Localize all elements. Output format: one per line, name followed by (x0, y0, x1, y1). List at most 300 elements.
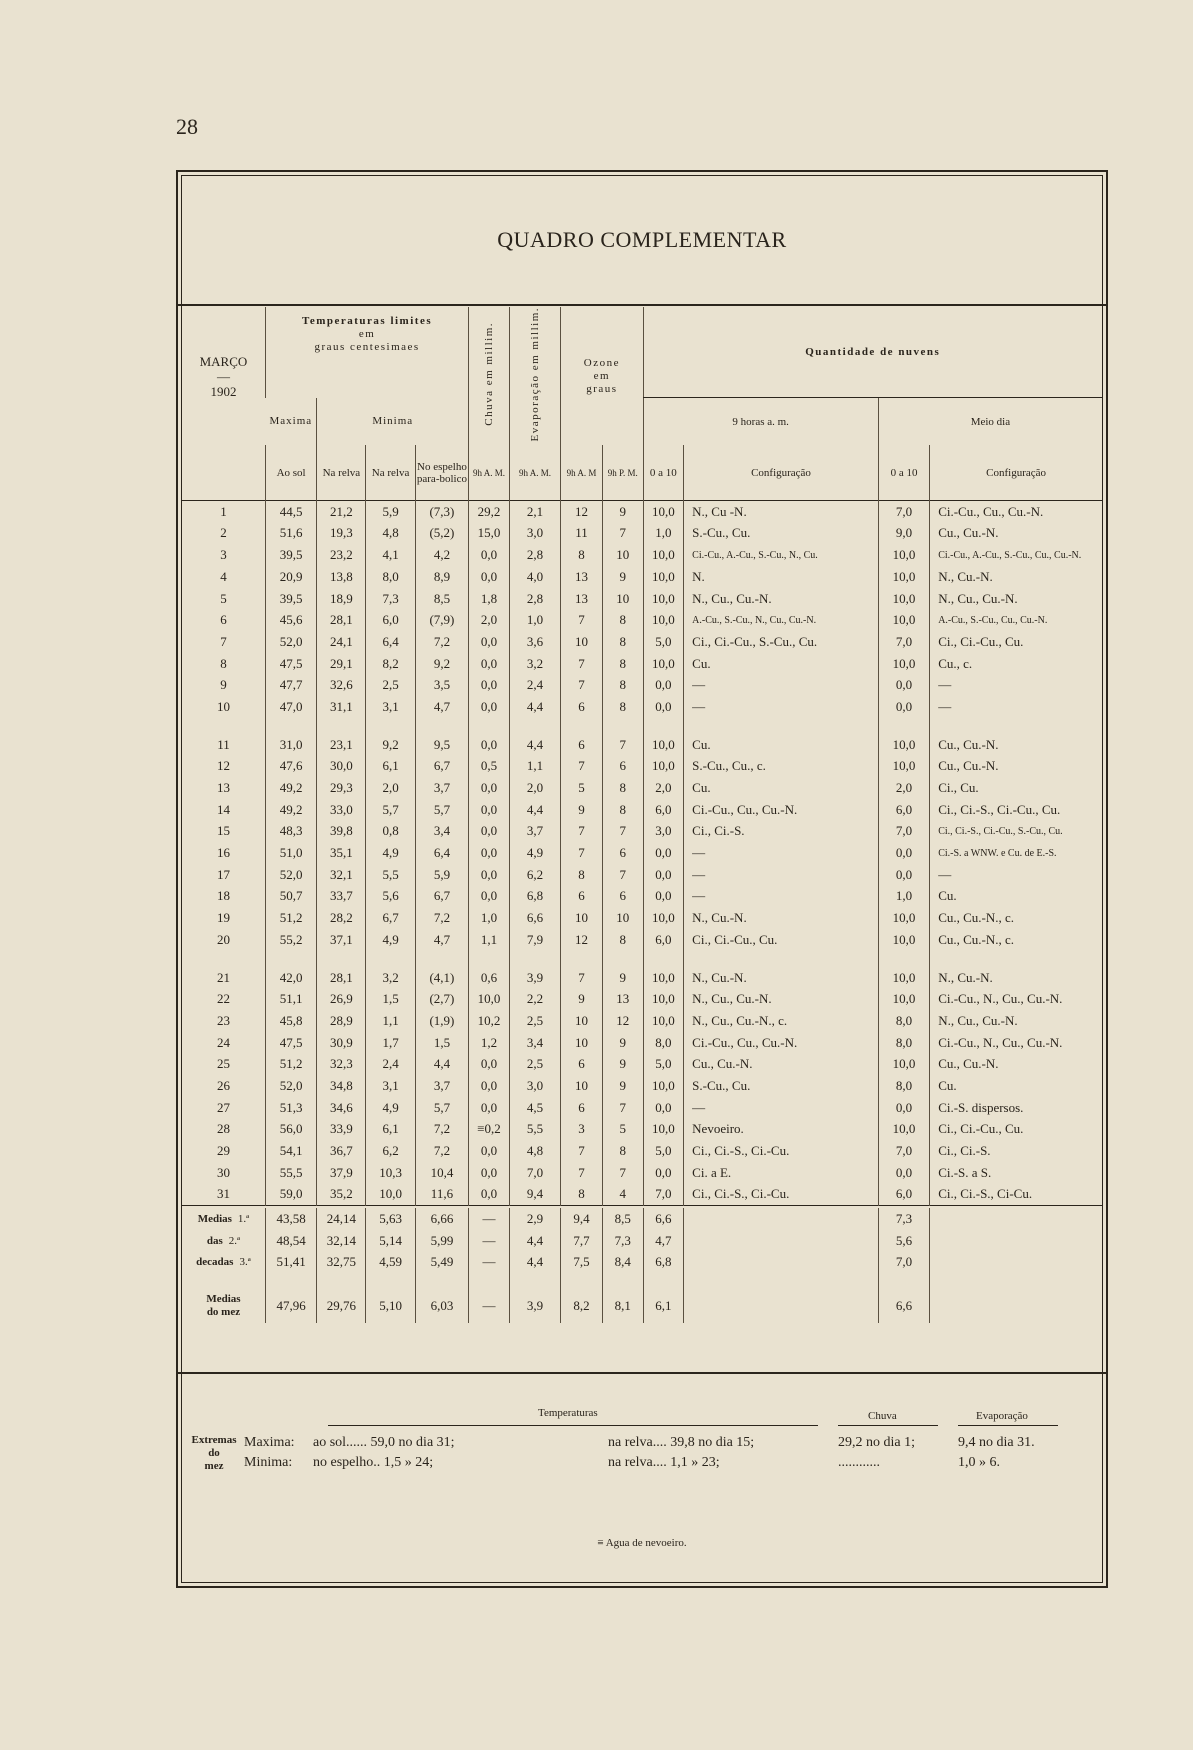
cell: 3,5 (415, 674, 469, 696)
cell: 54,1 (265, 1140, 316, 1162)
cell (684, 1289, 879, 1323)
gap-cell (509, 1273, 560, 1289)
cell: 0,0 (469, 566, 510, 588)
extremes-label-2: do (208, 1447, 220, 1459)
cell: Cu. (684, 653, 879, 675)
cell: 2,8 (509, 588, 560, 610)
evap-hour-header: 9h A. M. (509, 445, 560, 500)
year-label: 1902 (210, 383, 237, 399)
medias-decada-row (182, 1230, 1102, 1252)
cell: 33,7 (317, 886, 366, 908)
cell: 5,7 (366, 799, 415, 821)
cell: 1,0 (878, 886, 929, 908)
cell: — (930, 864, 1102, 886)
cell: 51,6 (265, 523, 316, 545)
cell: 12 (561, 500, 603, 522)
gap-cell (930, 1273, 1102, 1289)
cell: — (684, 696, 879, 718)
cell: Cu., Cu.-N. (930, 734, 1102, 756)
cell: 7 (561, 842, 603, 864)
cell: 10 (602, 907, 643, 929)
cell: 55,2 (265, 929, 316, 951)
cell: 1,0 (509, 609, 560, 631)
cell: Cu., Cu.-N. (930, 523, 1102, 545)
cell: 1,1 (366, 1010, 415, 1032)
cell: 9,2 (415, 653, 469, 675)
medias-mez-word: do mez (206, 1306, 241, 1319)
decada-ordinal: 2.ª (228, 1234, 241, 1247)
medias-label-word: Medias (197, 1213, 232, 1226)
cell: 0,0 (469, 696, 510, 718)
cell: 0,0 (469, 886, 510, 908)
cell: N., Cu., Cu.-N. (684, 988, 879, 1010)
cell: 6,2 (509, 864, 560, 886)
decada-ordinal: 3.ª (239, 1256, 251, 1269)
cell: Cu., Cu.-N., c. (930, 929, 1102, 951)
cell: Ci., Ci.-Cu., S.-Cu., Cu. (684, 631, 879, 653)
cell: 10,0 (878, 588, 929, 610)
ext-min-chuva: ............ (838, 1455, 880, 1470)
cell: 31,0 (265, 734, 316, 756)
gap-cell (643, 718, 684, 734)
cell: 45,8 (265, 1010, 316, 1032)
cell: 13 (561, 588, 603, 610)
cell: Ci., Ci.-Cu., Cu. (684, 929, 879, 951)
gap-cell (643, 1273, 684, 1289)
cell: 0,0 (643, 1162, 684, 1184)
cell: 29,3 (317, 777, 366, 799)
cell: 3,7 (415, 1075, 469, 1097)
cell: — (684, 674, 879, 696)
cell: 6,6 (878, 1289, 929, 1323)
medias-label-word: das (206, 1234, 223, 1247)
cell: 34,6 (317, 1097, 366, 1119)
cell: 45,6 (265, 609, 316, 631)
cell: 13,8 (317, 566, 366, 588)
cell: 6,1 (643, 1289, 684, 1323)
medias-decada-row (182, 1252, 1102, 1274)
cell: 6,1 (366, 1119, 415, 1141)
cell: 10,4 (415, 1162, 469, 1184)
table-row (182, 1032, 1102, 1054)
chuva-label: Chuva em millim. (483, 322, 496, 427)
cell: 3,0 (509, 523, 560, 545)
cell: 10 (561, 1010, 603, 1032)
cell: 9,5 (415, 734, 469, 756)
cell: 6,0 (643, 929, 684, 951)
cell: 10,3 (366, 1162, 415, 1184)
cell: 7,2 (415, 907, 469, 929)
cell: Ci.-Cu., Cu., Cu.-N. (930, 500, 1102, 522)
cell: 7,0 (878, 821, 929, 843)
cell: 55,5 (265, 1162, 316, 1184)
cell: 8 (602, 777, 643, 799)
cell: 13 (602, 988, 643, 1010)
cell: Ci.-Cu., N., Cu., Cu.-N. (930, 1032, 1102, 1054)
cell: 5,99 (415, 1230, 469, 1252)
cell: 7 (602, 821, 643, 843)
cell: 0,0 (643, 696, 684, 718)
table-row (182, 799, 1102, 821)
cell: 8,9 (415, 566, 469, 588)
chuva-header (469, 307, 510, 445)
cell: 34,8 (317, 1075, 366, 1097)
cell: 47,0 (265, 696, 316, 718)
cell: 5,63 (366, 1208, 415, 1230)
cell: — (469, 1208, 510, 1230)
cell: 7,7 (561, 1230, 603, 1252)
ext-max-sol: ao sol...... 59,0 no dia 31; (313, 1435, 455, 1450)
cell: 2,4 (509, 674, 560, 696)
maxima-header: Maxima (269, 415, 313, 428)
cell: 10,0 (643, 1119, 684, 1141)
row-gap (182, 951, 1102, 967)
cell: 47,7 (265, 674, 316, 696)
cell: 9,0 (878, 523, 929, 545)
table-row (182, 734, 1102, 756)
ozone-pm-header: 9h P. M. (602, 445, 643, 500)
cell: 7,0 (509, 1162, 560, 1184)
gap-cell (561, 1273, 603, 1289)
table-row (182, 588, 1102, 610)
row-gap (182, 1273, 1102, 1289)
cell: 9 (602, 1053, 643, 1075)
cell: 28,1 (317, 609, 366, 631)
ext-evap-caption: Evaporação (976, 1410, 1028, 1422)
cell: 0,0 (469, 821, 510, 843)
cell: 0,0 (643, 1097, 684, 1119)
cell: 1,8 (469, 588, 510, 610)
cell: 3,9 (509, 1289, 560, 1323)
cell: 37,9 (317, 1162, 366, 1184)
cell: 18 (216, 888, 230, 904)
clouds-group-header: Quantidade de nuvens (643, 307, 1102, 398)
gap-cell (930, 951, 1102, 967)
cell: 8,0 (366, 566, 415, 588)
cell: 1,0 (643, 523, 684, 545)
table-row (182, 967, 1102, 989)
cell: 9 (602, 1032, 643, 1054)
cell: 10 (561, 1032, 603, 1054)
table-row (182, 523, 1102, 545)
cell: 5,7 (415, 1097, 469, 1119)
table-row (182, 674, 1102, 696)
cell: 23,2 (317, 544, 366, 566)
table-row (182, 988, 1102, 1010)
cell: 39,5 (265, 544, 316, 566)
gap-cell (265, 718, 316, 734)
cell: — (684, 842, 879, 864)
ext-maxima-label: Maxima: (244, 1435, 295, 1450)
cell: (2,7) (415, 988, 469, 1010)
cell: 10,0 (643, 544, 684, 566)
cell: Cu., Cu.-N., c. (930, 907, 1102, 929)
config-noon-header: Configuração (930, 445, 1102, 500)
cell: 10,0 (643, 967, 684, 989)
cell: 29,76 (317, 1289, 366, 1323)
cell: 8,5 (602, 1208, 643, 1230)
cell (684, 1208, 879, 1230)
cell: 8 (561, 864, 603, 886)
ozone-line-3: graus (586, 382, 618, 395)
gap-cell (182, 1273, 265, 1289)
cell: 27 (216, 1099, 230, 1115)
cell: 10,0 (643, 609, 684, 631)
cell: — (469, 1289, 510, 1323)
cell: Ci.-S. a WNW. e Cu. de E.-S. (930, 842, 1102, 864)
cell: 6,0 (878, 1184, 929, 1206)
cell: 0,0 (878, 842, 929, 864)
cell: 10 (561, 631, 603, 653)
table-row (182, 777, 1102, 799)
table-row (182, 653, 1102, 675)
gap-cell (415, 718, 469, 734)
cell: (1,9) (415, 1010, 469, 1032)
cell: Cu. (930, 1075, 1102, 1097)
cell: 4,8 (366, 523, 415, 545)
cell: 0,0 (469, 1184, 510, 1206)
ext-min-relva: na relva.... 1,1 » 23; (608, 1455, 720, 1470)
page-number: 28 (176, 114, 198, 139)
ext-max-chuva: 29,2 no dia 1; (838, 1435, 915, 1450)
cell: 48,54 (265, 1230, 316, 1252)
cell: 7 (561, 1140, 603, 1162)
cell: Ci., Ci.-S., Ci-Cu. (930, 1184, 1102, 1206)
cell: 4,8 (509, 1140, 560, 1162)
footnote: ≡ Agua de nevoeiro. (597, 1537, 687, 1549)
cell: 0,0 (469, 1097, 510, 1119)
cell: 10 (602, 588, 643, 610)
cell: 13 (216, 780, 230, 796)
cell: 52,0 (265, 1075, 316, 1097)
cell: 6 (602, 756, 643, 778)
cell: Ci., Ci.-S. (684, 821, 879, 843)
cell: — (684, 1097, 879, 1119)
cell: 39,5 (265, 588, 316, 610)
cell: 4,9 (366, 1097, 415, 1119)
cell: 4,4 (509, 696, 560, 718)
cell: 5 (220, 590, 227, 606)
cell: Cu. (684, 777, 879, 799)
gap-cell (182, 718, 265, 734)
cell: 49,2 (265, 777, 316, 799)
month-dash: — (216, 368, 230, 384)
cell: 11 (217, 736, 230, 752)
medias-mez-row (182, 1289, 1102, 1323)
cell: 4,4 (415, 1053, 469, 1075)
cell: 7 (561, 756, 603, 778)
cell: 10,0 (643, 907, 684, 929)
table-row (182, 886, 1102, 908)
cell: Ci., Ci.-Cu., Cu. (930, 631, 1102, 653)
cell (930, 1289, 1102, 1323)
cell: 11,6 (415, 1184, 469, 1206)
cell: 56,0 (265, 1119, 316, 1141)
cell: Ci., Ci.-S., Ci.-Cu., S.-Cu., Cu. (930, 821, 1102, 843)
gap-cell (469, 718, 510, 734)
cell: 8,0 (878, 1032, 929, 1054)
table-row (182, 1075, 1102, 1097)
medias-decada-row (182, 1208, 1102, 1230)
scale-am-header: 0 a 10 (643, 445, 684, 500)
cell: — (684, 864, 879, 886)
cell: Ci., Cu. (930, 777, 1102, 799)
cell: 4,7 (415, 696, 469, 718)
cell: 0,0 (878, 864, 929, 886)
cell: 7 (561, 653, 603, 675)
cell: (7,9) (415, 609, 469, 631)
cell: 2 (220, 525, 227, 541)
gap-cell (602, 1273, 643, 1289)
cell: 51,2 (265, 1053, 316, 1075)
cell: 5,14 (366, 1230, 415, 1252)
cell: 17 (216, 866, 230, 882)
gap-cell (561, 951, 603, 967)
cell: 8,0 (643, 1032, 684, 1054)
cell: 0,6 (469, 967, 510, 989)
cell: 2,1 (509, 500, 560, 522)
cell: 6,7 (415, 756, 469, 778)
table-row (182, 1010, 1102, 1032)
cell: 4 (602, 1184, 643, 1206)
cell: ≡0,2 (469, 1119, 510, 1141)
cell: 47,5 (265, 1032, 316, 1054)
cell: 49,2 (265, 799, 316, 821)
cell: 5,9 (366, 500, 415, 522)
cell: 10 (561, 907, 603, 929)
cell: 10,0 (878, 734, 929, 756)
cell: 10 (561, 1075, 603, 1097)
cell: 6,03 (415, 1289, 469, 1323)
cell: 9 (561, 988, 603, 1010)
cell: 6 (220, 612, 227, 628)
cell: 6,7 (415, 886, 469, 908)
cell: 7 (220, 633, 227, 649)
cell: Ci.-S. dispersos. (930, 1097, 1102, 1119)
cell: 30,9 (317, 1032, 366, 1054)
cell: 32,1 (317, 864, 366, 886)
cell: 24 (216, 1034, 230, 1050)
cell: 2,4 (366, 1053, 415, 1075)
gap-cell (182, 951, 265, 967)
cell: 6 (561, 886, 603, 908)
cell: 2,0 (878, 777, 929, 799)
cell: 7 (602, 523, 643, 545)
cell: 10,0 (878, 544, 929, 566)
gap-cell (684, 951, 879, 967)
medias-label-word: decadas (196, 1256, 234, 1269)
cell: 6 (561, 696, 603, 718)
cell: 6 (602, 886, 643, 908)
cell: 3 (220, 547, 227, 563)
cell: 10,0 (643, 756, 684, 778)
table-title: QUADRO COMPLEMENTAR (497, 227, 787, 252)
cell: 6,8 (509, 886, 560, 908)
cell: 7 (561, 967, 603, 989)
cell: 1,5 (366, 988, 415, 1010)
cell: 9,2 (366, 734, 415, 756)
cell: 29 (216, 1143, 230, 1159)
evap-label: Evaporação em millim. (529, 307, 542, 442)
cell: 51,0 (265, 842, 316, 864)
gap-cell (265, 1273, 316, 1289)
cell: 8,2 (561, 1289, 603, 1323)
cell: (4,1) (415, 967, 469, 989)
cell: 3,4 (415, 821, 469, 843)
cell: 21,2 (317, 500, 366, 522)
cell: 8 (602, 929, 643, 951)
cell (930, 1252, 1102, 1274)
cell: 5,7 (415, 799, 469, 821)
cell: 7 (561, 674, 603, 696)
ozone-am-header: 9h A. M (561, 445, 603, 500)
cell: 6 (561, 1097, 603, 1119)
cell: 7 (561, 609, 603, 631)
cell: 8 (561, 1184, 603, 1206)
cell: 0,0 (469, 1053, 510, 1075)
bottom-divider (178, 1372, 1106, 1374)
cell: 0,0 (643, 842, 684, 864)
table-body (182, 500, 1102, 1323)
cell: 10,0 (643, 500, 684, 522)
cell: 6,4 (366, 631, 415, 653)
cell: 0,0 (469, 1140, 510, 1162)
cell: 6,8 (643, 1252, 684, 1274)
ext-minima-label: Minima: (244, 1455, 293, 1470)
cell: N., Cu., Cu.-N. (930, 1010, 1102, 1032)
cell: 9 (602, 1075, 643, 1097)
cell: 21 (216, 969, 230, 985)
cell: 10,0 (878, 988, 929, 1010)
cell: 51,3 (265, 1097, 316, 1119)
cell: 7,3 (602, 1230, 643, 1252)
cell: 26 (216, 1077, 230, 1093)
midday-header: Meio dia (878, 398, 1102, 446)
cell: 36,7 (317, 1140, 366, 1162)
cell: Cu., Cu.-N. (930, 1053, 1102, 1075)
gap-cell (366, 718, 415, 734)
cell: Ci., Ci.-S. (930, 1140, 1102, 1162)
cell: 9,4 (561, 1208, 603, 1230)
cell: 10,0 (643, 1075, 684, 1097)
cell: 15 (216, 823, 230, 839)
cell: 7,2 (415, 1140, 469, 1162)
cell: N., Cu., Cu.-N. (684, 588, 879, 610)
cell: 7 (602, 734, 643, 756)
cell: Ci., Ci.-S., Ci.-Cu. (684, 1184, 879, 1206)
cell: 5 (602, 1119, 643, 1141)
cell: 5,6 (366, 886, 415, 908)
cell: 8,5 (415, 588, 469, 610)
cell (930, 1230, 1102, 1252)
cell: 1,5 (415, 1032, 469, 1054)
cell: Ci.-Cu., A.-Cu., S.-Cu., Cu., Cu.-N. (930, 544, 1102, 566)
cell: 7,2 (415, 1119, 469, 1141)
cell: 29,1 (317, 653, 366, 675)
config-am-header: Configuração (684, 445, 879, 500)
cell: 19 (216, 910, 230, 926)
cell: 12 (561, 929, 603, 951)
cell: Ci.-Cu., Cu., Cu.-N. (684, 799, 879, 821)
cell: 7 (561, 821, 603, 843)
ext-chuva-rule (838, 1425, 938, 1426)
cell: 1,7 (366, 1032, 415, 1054)
cell: N., Cu.-N. (930, 967, 1102, 989)
cell: 48,3 (265, 821, 316, 843)
cell: 7 (602, 1162, 643, 1184)
cell: 6 (561, 734, 603, 756)
table-row (182, 1140, 1102, 1162)
